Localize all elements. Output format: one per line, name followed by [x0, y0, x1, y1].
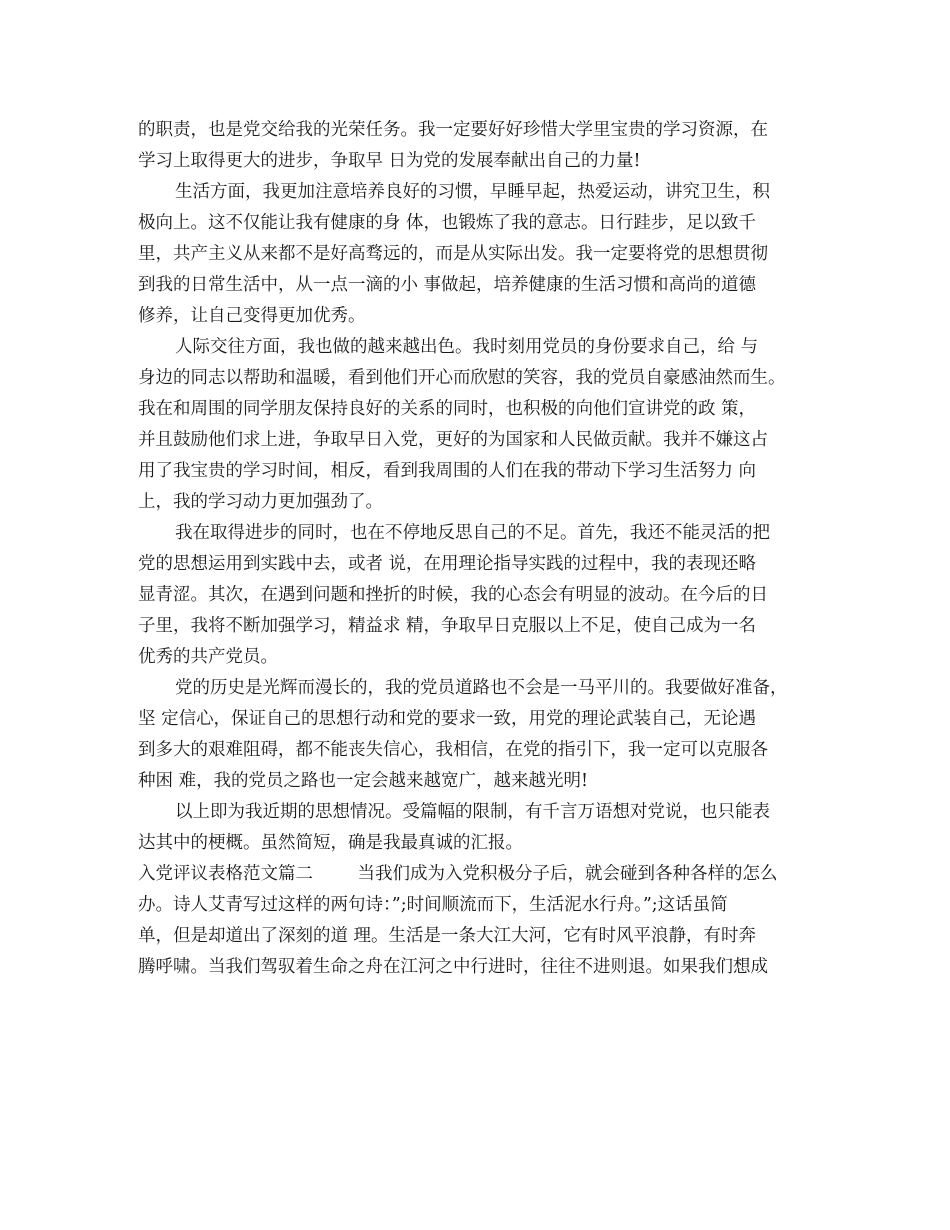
text-line: 身边的同志以帮助和温暖，看到他们开心而欣慰的笑容，我的党员自豪感油然而生。 [138, 368, 786, 388]
text-line: 我在取得进步的同时，也在不停地反思自己的不足。首先，我还不能灵活的把 [175, 523, 770, 543]
text-line: 显青涩。其次，在遇到问题和挫折的时候，我的心态会有明显的波动。在今后的日 [138, 585, 768, 605]
text-line: 党的历史是光辉而漫长的，我的党员道路也不会是一马平川的。我要做好准备， [175, 678, 788, 698]
text-line: 坚 定信心，保证自己的思想行动和党的要求一致，用党的理论武装自己，无论遇 [138, 709, 757, 729]
text-line: 极向上。这不仅能让我有健康的身 体，也锻炼了我的意志。日行跬步，足以致千 [138, 213, 757, 233]
text-line: 我在和周围的同学朋友保持良好的关系的同时，也积极的向他们宣讲党的政 策， [138, 399, 757, 419]
text-line: 修养，让自己变得更加优秀。 [138, 306, 366, 326]
text-line: 优秀的共产党员。 [138, 647, 278, 667]
text-line: 的职责，也是党交给我的光荣任务。我一定要好好珍惜大学里宝贵的学习资源，在 [138, 120, 768, 140]
text-line: 生活方面，我更加注意培养良好的习惯，早睡早起，热爱运动，讲究卫生，积 [175, 182, 770, 202]
text-line: 里，共产主义从来都不是好高骛远的，而是从实际出发。我一定要将党的思想贯彻 [138, 244, 768, 264]
text-line: 腾呼啸。当我们驾驭着生命之舟在江河之中行进时，往往不进则退。如果我们想成 [138, 957, 768, 977]
text-line: 用了我宝贵的学习时间，相反，看到我周围的人们在我的带动下学习生活努力 向 [138, 461, 757, 481]
text-line: 单，但是却道出了深刻的道 理。生活是一条大江大河，它有时风平浪静，有时奔 [138, 926, 757, 946]
text-line: 人际交往方面，我也做的越来越出色。我时刻用党员的身份要求自己，给 与 [175, 337, 759, 357]
text-line: 以上即为我近期的思想情况。受篇幅的限制，有千言万语想对党说，也只能表 [175, 802, 770, 822]
text-line: 学习上取得更大的进步，争取早 日为党的发展奉献出自己的力量! [138, 151, 641, 171]
document-body [138, 115, 818, 983]
text-line: 上，我的学习动力更加强劲了。 [138, 492, 383, 512]
text-line: 种困 难，我的党员之路也一定会越来越宽广，越来越光明! [138, 771, 589, 791]
text-line: 党的思想运用到实践中去，或者 说，在用理论指导实践的过程中，我的表现还略 [138, 554, 757, 574]
text-line: 到我的日常生活中，从一点一滴的小 事做起，培养健康的生活习惯和高尚的道德 [138, 275, 757, 295]
text-line: 办。诗人艾青写过这样的两句诗：”;时间顺流而下，生活泥水行舟。”;这话虽简 [138, 895, 728, 915]
text-line: 达其中的梗概。虽然简短，确是我最真诚的汇报。 [138, 833, 523, 853]
text-line: 子里，我将不断加强学习，精益求 精，争取早日克服以上不足，使自己成为一名 [138, 616, 757, 636]
text-line: 到多大的艰难阻碍，都不能丧失信心，我相信，在党的指引下，我一定可以克服各 [138, 740, 768, 760]
text-line: 入党评议表格范文篇二 当我们成为入党积极分子后，就会碰到各种各样的怎么 [138, 864, 778, 884]
text-line: 并且鼓励他们求上进，争取早日入党，更好的为国家和人民做贡献。我并不嫌这占 [138, 430, 768, 450]
